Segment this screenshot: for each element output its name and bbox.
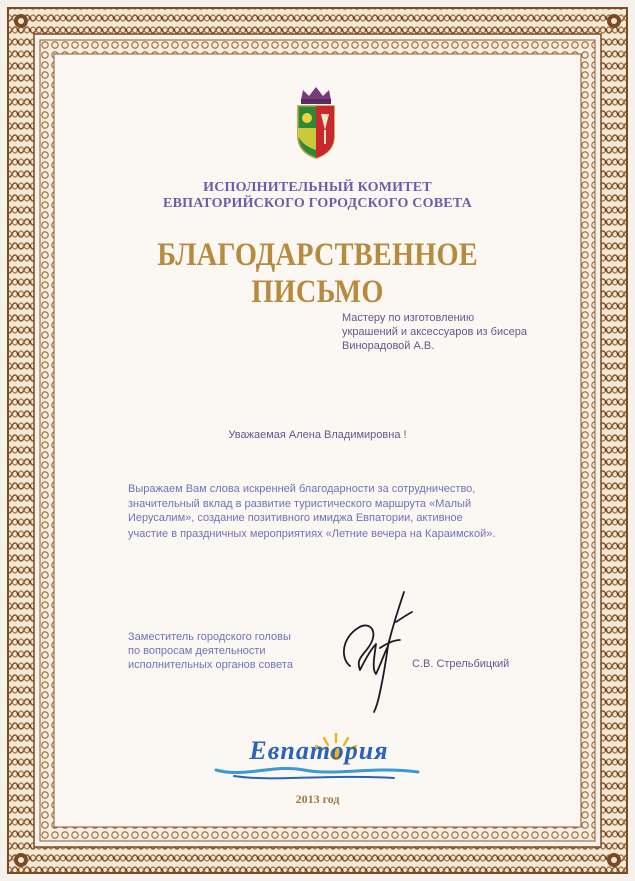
committee-name-line1: ИСПОЛНИТЕЛЬНЫЙ КОМИТЕТ: [203, 180, 432, 195]
body-text-line4: участие в праздничных мероприятиях «Летние вечера на Караимской».: [128, 528, 496, 540]
city-coat-of-arms-icon: [291, 84, 341, 160]
body-text-line2: значительный вклад в развитие туристического маршрута «Малый: [128, 498, 472, 510]
document-title: БЛАГОДАРСТВЕННОЕ ПИСЬМО: [157, 237, 478, 310]
committee-name-line2: ЕВПАТОРИЙСКОГО ГОРОДСКОГО СОВЕТА: [163, 196, 472, 211]
document-year: 2013 год: [295, 792, 340, 806]
body-text-line3: Иерусалим», создание позитивного имиджа Евпатории, активное: [128, 512, 463, 524]
signatory-title-line3: исполнительных органов совета: [128, 659, 293, 671]
greeting: Уважаемая Алена Владимировна !: [228, 429, 407, 441]
signatory-title-line2: по вопросам деятельности: [128, 645, 266, 657]
signatory-title-line1: Заместитель городского головы: [128, 631, 291, 643]
addressee-line2: украшений и аксессуаров из бисера: [342, 326, 527, 338]
handwritten-signature: [336, 588, 416, 718]
addressee-line3: Винорадовой А.В.: [342, 340, 435, 352]
logo-wordmark: Евпатория: [249, 736, 389, 765]
signatory-name: С.В. Стрельбицкий: [412, 658, 510, 670]
body-text-line1: Выражаем Вам слова искренней благодарности за сотрудничество,: [128, 483, 476, 495]
addressee-line1: Мастеру по изготовлению: [342, 312, 475, 324]
